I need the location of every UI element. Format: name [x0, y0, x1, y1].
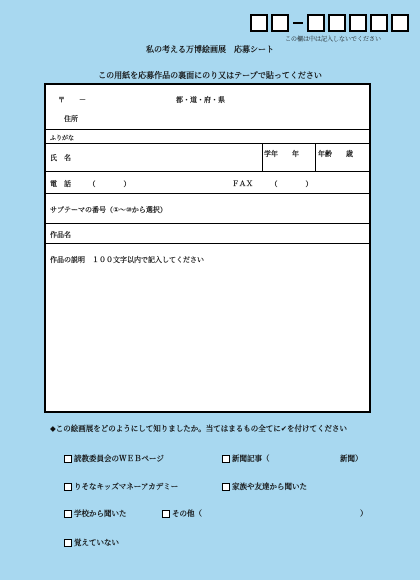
- postal-code-label: 〒 －: [58, 96, 86, 104]
- form-divider: [46, 171, 369, 172]
- option-board-web[interactable]: 読教委員会のＷＥＢページ: [64, 453, 164, 464]
- option-family-friends[interactable]: 家族や友達から聞いた: [222, 481, 307, 492]
- option-other[interactable]: その他（: [162, 508, 202, 519]
- checkbox[interactable]: [222, 483, 230, 491]
- checkbox[interactable]: [64, 455, 72, 463]
- option-dont-remember[interactable]: 覚えていない: [64, 537, 119, 548]
- subtheme-label: サブテーマの番号（①～⑩から選択）: [50, 206, 167, 214]
- checkbox[interactable]: [64, 510, 72, 518]
- checkbox[interactable]: [64, 483, 72, 491]
- number-box: [349, 14, 367, 32]
- number-box: [250, 14, 268, 32]
- option-kids-money-academy[interactable]: りそなキッズマネーアカデミー: [64, 481, 178, 492]
- form-divider: [262, 143, 263, 171]
- option-school[interactable]: 学校から聞いた: [64, 508, 127, 519]
- number-box: [370, 14, 388, 32]
- form-divider: [46, 193, 369, 194]
- other-suffix: ）: [360, 509, 368, 518]
- number-dash: [293, 22, 303, 24]
- form-divider: [46, 243, 369, 244]
- prefecture-label: 都・道・府・県: [176, 96, 225, 104]
- number-box: [307, 14, 325, 32]
- checkbox[interactable]: [64, 539, 72, 547]
- form-divider: [46, 223, 369, 224]
- number-box: [391, 14, 409, 32]
- form-divider: [315, 143, 316, 171]
- form-divider: [46, 143, 369, 144]
- office-use-note: この欄は中は記入しないでください: [285, 36, 382, 43]
- survey-question: ◆この絵画展をどのようにして知りましたか。当てはまるもの全てに✔を付けてください: [50, 424, 348, 433]
- checkbox[interactable]: [162, 510, 170, 518]
- furigana-label: ふりがな: [50, 135, 75, 142]
- instruction-text: この用紙を応募作品の裏面にのり又はテープで貼ってください: [98, 71, 322, 80]
- checkbox[interactable]: [222, 455, 230, 463]
- option-newspaper[interactable]: 新聞記事（: [222, 453, 270, 464]
- reception-number-boxes: [250, 14, 412, 32]
- fax-label: ＦＡＸ （ ）: [232, 180, 313, 188]
- work-name-label: 作品名: [50, 231, 71, 239]
- description-label: 作品の説明 １００文字以内で記入してください: [50, 256, 204, 264]
- form-divider: [46, 129, 369, 130]
- application-form: [44, 83, 371, 413]
- grade-label: 学年 年: [264, 150, 299, 158]
- phone-label: 電 話 （ ）: [50, 180, 131, 188]
- number-box: [328, 14, 346, 32]
- age-label: 年齢 歳: [318, 150, 353, 158]
- name-label: 氏 名: [50, 154, 71, 162]
- newspaper-suffix: 新聞）: [340, 454, 363, 463]
- number-box: [271, 14, 289, 32]
- address-label: 住所: [64, 115, 78, 123]
- page-title: 私の考える万博絵画展 応募シート: [146, 45, 274, 54]
